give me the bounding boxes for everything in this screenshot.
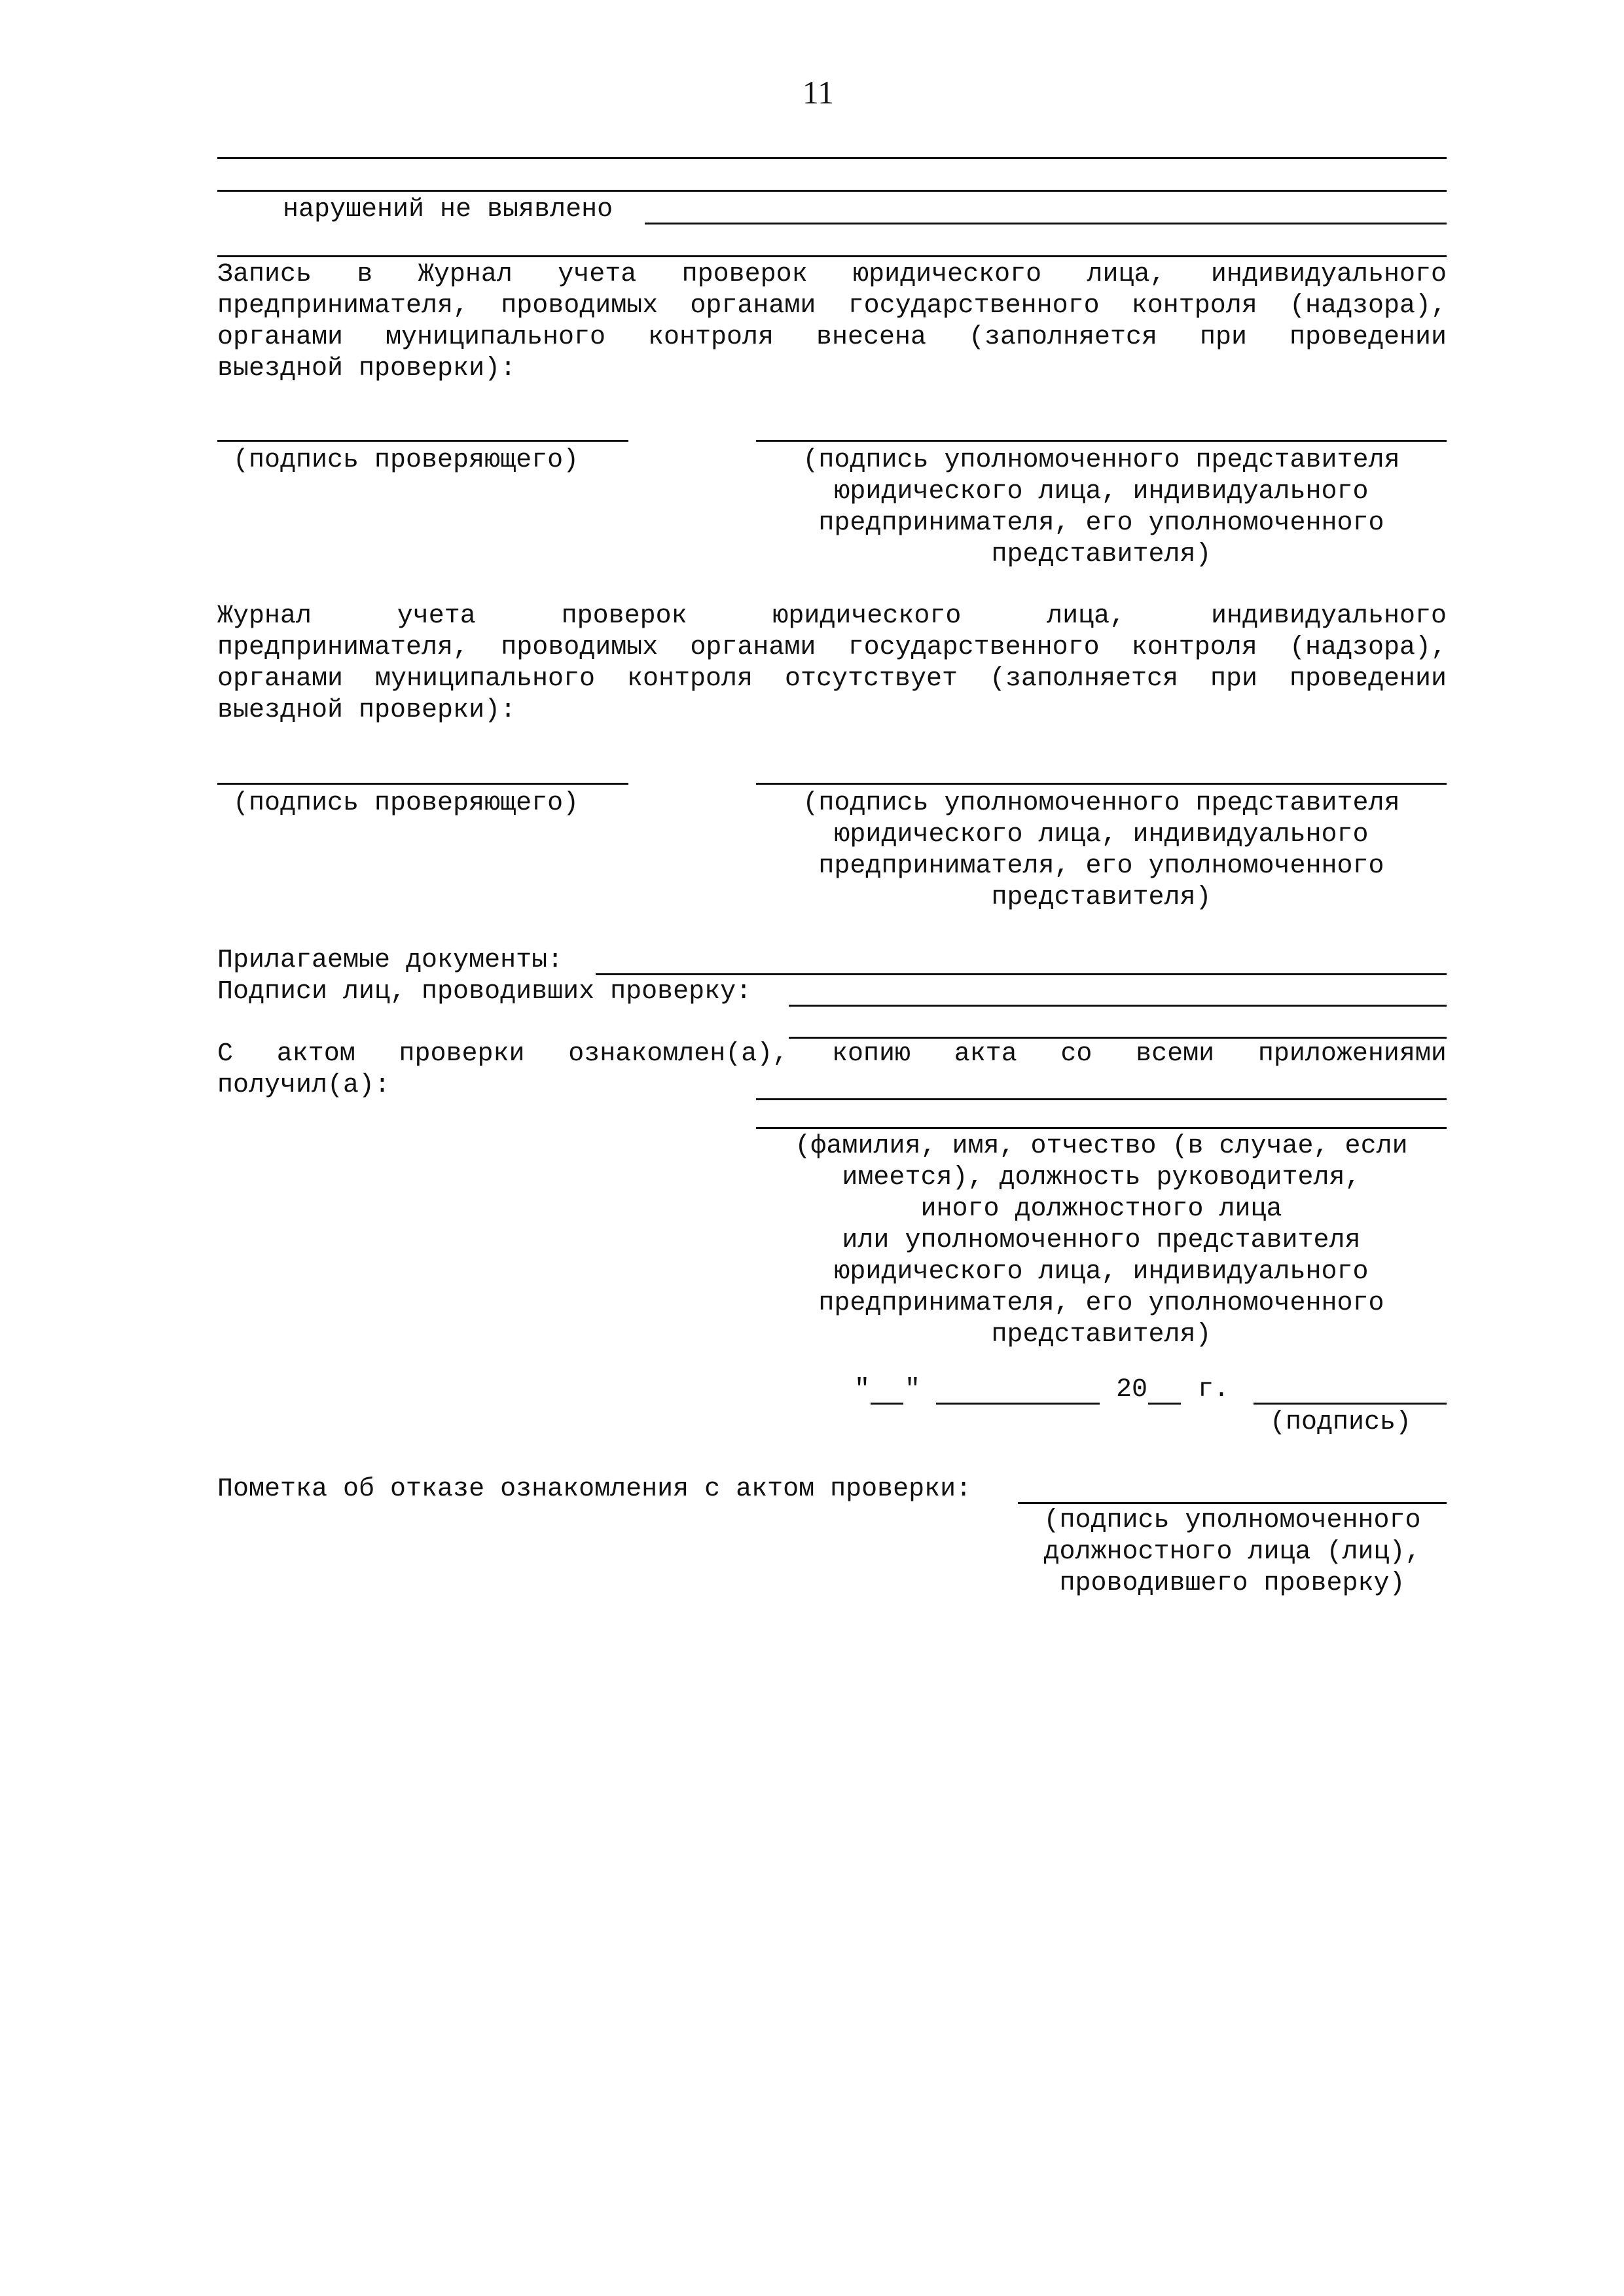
journal-absent-line: выездной проверки): bbox=[217, 696, 516, 725]
journal-absent-line: предпринимателя, проводимых органами государственного контроля (надзора), bbox=[217, 633, 1447, 662]
acquainted-line-1: С актом проверки ознакомлен(а), копию акта со всеми приложениями bbox=[217, 1039, 1447, 1069]
no-violations-label: нарушений не выявлено bbox=[283, 195, 613, 224]
journal-entry-line: Запись в Журнал учета проверок юридического лица, индивидуального bbox=[217, 260, 1447, 289]
date-day-field[interactable] bbox=[871, 1403, 903, 1405]
refusal-label: Пометка об отказе ознакомления с актом проверки: bbox=[217, 1475, 972, 1504]
date-month-field[interactable] bbox=[936, 1403, 1100, 1405]
representative-signature-field[interactable] bbox=[756, 440, 1447, 442]
inspector-signature-caption: (подпись проверяющего) bbox=[233, 446, 579, 475]
date-year-suffix: г. bbox=[1198, 1375, 1230, 1405]
acquainted-field-2[interactable] bbox=[756, 1127, 1447, 1129]
date-signature-caption: (подпись) bbox=[1270, 1408, 1412, 1437]
journal-entry-paragraph bbox=[217, 259, 1447, 385]
refusal-caption: (подпись уполномоченного должностного лица (лиц), проводившего проверку) bbox=[1043, 1506, 1421, 1598]
date-year-field[interactable] bbox=[1148, 1403, 1181, 1405]
journal-absent-line: Журнал учета проверок юридического лица, индивидуального bbox=[217, 601, 1447, 631]
journal-absent-line: органами муниципального контроля отсутствует (заполняется при проведении bbox=[217, 664, 1447, 694]
section-rule bbox=[217, 255, 1447, 257]
representative-signature-field-2[interactable] bbox=[756, 783, 1447, 785]
page-number: 11 bbox=[802, 74, 835, 111]
date-quote-close: " bbox=[905, 1375, 921, 1405]
representative-signature-caption-2: (подпись уполномоченного представителя юридического лица, индивидуального предпринимателя, его уполномоченного представителя) bbox=[803, 789, 1400, 912]
no-violations-field[interactable] bbox=[645, 223, 1447, 224]
inspector-signature-caption-2: (подпись проверяющего) bbox=[233, 789, 579, 818]
refusal-signature-field[interactable] bbox=[1018, 1502, 1447, 1504]
journal-entry-line: органами муниципального контроля внесена (заполняется при проведении bbox=[217, 323, 1447, 352]
acquainted-caption: (фамилия, имя, отчество (в случае, если имеется), должность руководителя, иного должностного лица или уполномоченного представителя юридического лица, индивидуального предпринимателя, его уполномоченного представителя) bbox=[795, 1132, 1408, 1350]
journal-entry-line: выездной проверки): bbox=[217, 354, 516, 384]
journal-entry-line: предпринимателя, проводимых органами государственного контроля (надзора), bbox=[217, 291, 1447, 321]
attached-documents-field[interactable] bbox=[596, 973, 1447, 975]
journal-absent-paragraph bbox=[217, 601, 1447, 726]
date-quote-open: " bbox=[854, 1375, 871, 1405]
inspector-signature-field[interactable] bbox=[217, 440, 628, 442]
representative-signature-caption: (подпись уполномоченного представителя юридического лица, индивидуального предпринимателя, его уполномоченного представителя) bbox=[803, 446, 1400, 569]
acquainted-field-1[interactable] bbox=[756, 1098, 1447, 1100]
top-rule-2 bbox=[217, 190, 1447, 192]
attached-documents-label: Прилагаемые документы: bbox=[217, 946, 564, 975]
date-year-prefix: 20 bbox=[1116, 1375, 1148, 1405]
inspectors-signatures-label: Подписи лиц, проводивших проверку: bbox=[217, 977, 752, 1007]
top-rule-1 bbox=[217, 157, 1447, 159]
date-signature-field[interactable] bbox=[1254, 1403, 1447, 1405]
acquainted-line-2: получил(а): bbox=[217, 1071, 391, 1100]
inspector-signature-field-2[interactable] bbox=[217, 783, 628, 785]
inspectors-signatures-field-1[interactable] bbox=[789, 1005, 1447, 1007]
